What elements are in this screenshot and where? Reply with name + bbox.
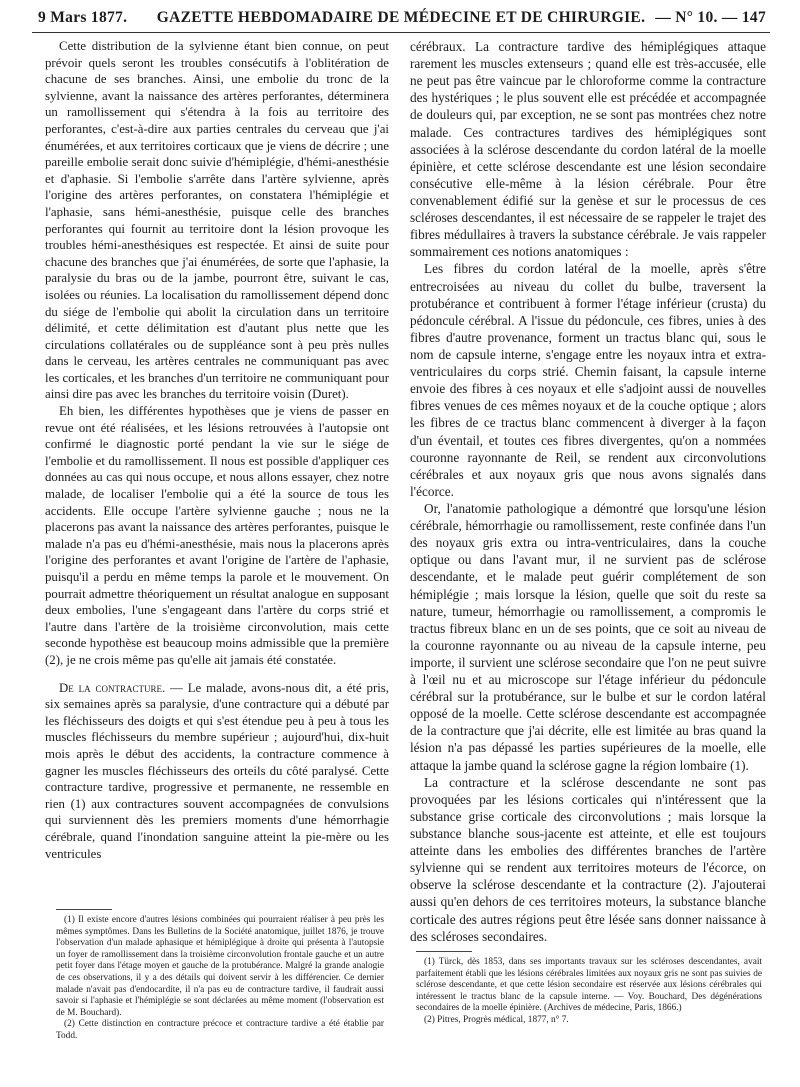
journal-title: GAZETTE HEBDOMADAIRE DE MÉDECINE ET DE CHIRURGIE.	[156, 9, 646, 26]
issue-date: 9 Mars 1877.	[38, 9, 128, 26]
footnotes-right	[416, 951, 762, 1027]
section-heading: De la contracture.	[59, 680, 166, 695]
issue-and-page-number: — N° 10. — 147	[655, 9, 766, 26]
body-paragraph: Eh bien, les différentes hypothèses que je viens de passer en revue ont été réalisées, et les lésions retrouvées à l'autopsie ont confirmé le diagnostic porté pendant la vie sur le siége de l'embolie et du ramollissement. Il nous est possible d'appliquer ces données au cas qui nous occupe, et nous allons essayer, chez notre malade, de localiser l'embolie qui a été la source de tous les accidents. Elle occupe l'artère sylvienne gauche ; nous ne la placerons pas avant la naissance des artères perforantes, puisque le malade n'a pas eu d'hémi-anesthésie, mais nous la placerons après l'origine des perforantes et avant l'origine de l'artère de l'aphasie, puisqu'il a perdu en même temps la parole et le mouvement. On pourrait admettre théoriquement un résultat analogue en supposant deux embolies, l'une s'engageant dans l'artère du corps strié et l'autre dans l'artère de la troisième circonvolution, mais cette seconde hypothèse est beaucoup moins admissible que la première (2), je ne crois même pas qu'elle ait jamais été constatée.	[45, 404, 389, 667]
body-paragraph: Cette distribution de la sylvienne étant bien connue, on peut prévoir quels seront les troubles consécutifs à l'oblitération de chacune de ses branches. Ainsi, une embolie du tronc de la sylvienne, avant la naissance des artères perforantes, déterminera un ramollissement qui s'étendra à la fois au territoire des perforantes, c'est-à-dire aux parties centrales du cerveau que j'ai énumérées, et aux territoires corticaux que je viens de décrire ; une pareille embolie serait donc suivie d'hémiplégie, d'hémi-anesthésie et d'aphasie. Si l'embolie s'arrête dans l'artère sylvienne, après l'origine des artères perforantes, on constatera l'hémiplégie et l'aphasie, sans hémi-anesthésie, puisque celle des branches perforantes qui fournit au territoire dont la lésion provoque les troubles hémi-anesthésiques est respectée. Et ainsi de suite pour chacune des branches que j'ai énumérées, de sorte que l'aphasie, la paralysie du bras ou de la jambe, pourront être, suivant le cas, isolées ou réunies. La localisation du ramollissement dépend donc du siége de l'embolie qui abolit la circulation dans un territoire délimité, et cette délimitation est d'autant plus nette que les circulations collatérales ou de suppléance sont à peu près nulles dans le cerveau, les artères centrales ne communiquant pas avec les corticales, et les branches d'un territoire ne communiquant pour ainsi dire pas avec les branches du territoire voisin (Duret).	[45, 39, 389, 402]
section-paragraph	[45, 680, 389, 863]
section-text: — Le malade, avons-nous dit, a été pris, six semaines après sa paralysie, d'une contracture qui a débuté par les fléchisseurs des doigts et qui s'est étendue peu à peu à tous les muscles fléchisseurs du membre supérieur ; aujourd'hui, dix-huit mois après le début des accidents, la contracture commence à gagner les muscles fléchisseurs des orteils du côté paralysé. Cette contracture tardive, progressive et permanente, ne ressemble en rien (1) aux contractures souvent accompagnées de convulsions qui surviennent dès les premiers moments d'une hémorrhagie cérébrale, quand l'inondation sanguine atteint la pie-mère ou les ventricules	[45, 680, 390, 861]
footnotes-left	[56, 909, 384, 1043]
footnote: (2) Pitres, Progrès médical, 1877, n° 7.	[424, 1014, 569, 1025]
body-paragraph: Les fibres du cordon latéral de la moelle, après s'être entrecroisées au niveau du collet du bulbe, traversent la protubérance et contribuent à former l'étage inférieur (crusta) du pédoncule cérébral. A l'issue du pédoncule, ces fibres, unies à des fibres d'autre provenance, forment un tractus blanc qui, sous le nom de capsule interne, s'engage entre les noyaux intra et extra-ventriculaires du corps strié. Chemin faisant, la capsule interne envoie des fibres à ces noyaux et elle s'adjoint aussi de nouvelles fibres venues de ces mêmes noyaux et de la couche optique ; alors les fibres de ce tractus blanc commencent à diverger à la façon d'un éventail, et toutes ces fibres divergentes, qu'on a nommées couronne rayonnante de Reil, se rendent aux circonvolutions cérébrales et aux noyaux gris que nous avons signalés dans l'écorce.	[410, 261, 766, 499]
footnote-separator	[56, 909, 112, 910]
left-column	[45, 38, 389, 862]
footnote: (1) Türck, dès 1853, dans ses importants travaux sur les scléroses descendantes, avait parfaitement établi que les lésions cérébrales limitées aux noyaux gris ne sont pas suivies de sclérose descendante, et que cette lésion secondaire est réservée aux lésions cérébrales qui intéressent le tractus blanc de la capsule interne. — Voy. Bouchard, Des dégénérations secondaires de la moelle épinière. (Archives de médecine, Paris, 1866.)	[416, 957, 762, 1014]
footnote: (2) Cette distinction en contracture précoce et contracture tardive a été établie par Todd.	[56, 1019, 384, 1041]
body-paragraph: cérébraux. La contracture tardive des hémiplégiques attaque rarement les muscles extenseurs ; quand elle est très-accusée, elle ne peut pas être vaincue par le chloroforme comme la contracture des hystériques ; le plus souvent elle est précédée et accompagnée de douleurs qui, par exception, ne se sont pas montrées chez notre malade. Ces contractures tardives des hémiplégiques sont associées à la sclérose descendante du cordon latéral de la moelle épinière, et cette sclérose descendante est une lésion secondaire consécutive elle-même à la lésion cérébrale. Pour être convenablement édifié sur la genèse et sur le processus de ces scléroses descendantes, il est nécessaire de se rappeler le trajet des fibres médullaires à travers la substance cérébrale. Je vais rappeler sommairement ces notions anatomiques :	[410, 39, 766, 260]
right-column	[410, 38, 766, 945]
body-paragraph: Or, l'anatomie pathologique a démontré que lorsqu'une lésion cérébrale, hémorrhagie ou ramollissement, reste confinée dans l'un des noyaux gris extra ou intra-ventriculaires, dans la couche optique ou dans l'avant mur, il ne survient pas de sclérose descendante, et le malade peut guérir complétement de son hémiplégie ; mais lorsque la lésion, quelle que soit du reste sa nature, tumeur, hémorrhagie ou ramollissement, a compromis le tractus fibreux blanc en un de ses points, que ce soit au niveau de la couronne rayonnante ou au niveau de la capsule interne, peu importe, il survient une sclérose secondaire que l'on ne peut suivre à l'œil nu et au microscope sur l'étage inférieur du pédoncule cérébral sur la protubérance, sur le bulbe et sur le cordon latéral opposé de la moelle. Cette sclérose descendante est accompagnée de la contracture que j'ai décrite, elle est limitée au bras quand la lésion n'a pas dépassé les parties supérieures de la moelle, elle attaque la jambe quand la sclérose gagne la région lombaire (1).	[410, 500, 766, 773]
page-header	[32, 6, 770, 33]
footnote-separator	[416, 951, 472, 952]
body-paragraph: La contracture et la sclérose descendante ne sont pas provoquées par les lésions corticales qui n'intéressent que la substance grise corticale des circonvolutions ; mais lorsque la substance blanche sous-jacente est atteinte, et elle est toujours atteinte dans les embolies des différentes branches de l'artère sylvienne qui se rendent aux territoires moteurs de l'écorce, on observe la sclérose descendante et la contracture (2). J'ajouterai aussi qu'en dehors de ces territoires moteurs, la substance blanche corticale des autres régions peut être lésée sans donner naissance à des scléroses secondaires.	[410, 774, 766, 944]
footnote: (1) Il existe encore d'autres lésions combinées qui pourraient réaliser à peu près les mêmes symptômes. Dans les Bulletins de la Société anatomique, juillet 1876, je trouve l'observation d'un malade aphasique et hémiplégique à droite qui présenta à l'autopsie un foyer de ramollissement dans la troisième circonvolution frontale gauche et un autre petit foyer dans l'étage moyen et gauche de la protubérance. Malgré la grande analogie de ces observations, il y a des détails qui doivent servir à les différencier. Ce dernier malade n'avait pas d'endocardite, il n'a pas eu de contracture tardive, il faudrait aussi savoir si l'aphasie et l'hémiplégie se sont déclarées au même moment (l'observation est de M. Bouchard).	[56, 915, 384, 1018]
